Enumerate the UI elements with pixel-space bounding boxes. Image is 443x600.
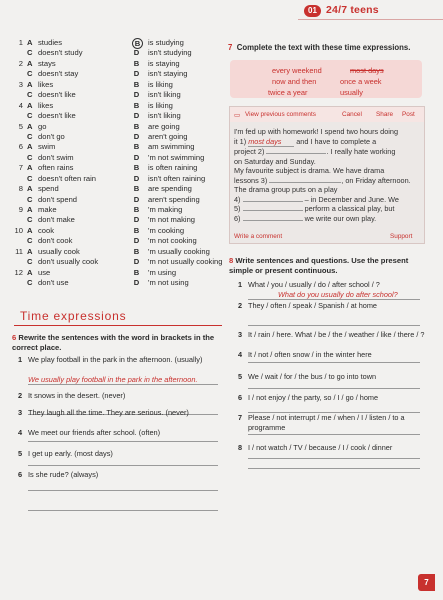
option-text: don't cook <box>38 236 73 246</box>
instruction-text: Write sentences and questions. Use the present simple or present continuous. <box>229 256 409 275</box>
option-text: isn't liking <box>148 111 181 121</box>
blank-label: 6) <box>234 213 241 223</box>
option-letter[interactable]: A <box>27 79 33 89</box>
exercise-number: 8 <box>229 256 234 265</box>
option-text: don't use <box>38 278 69 288</box>
option-letter[interactable]: C <box>27 236 33 246</box>
option-row <box>14 257 223 267</box>
item-number: 3 <box>18 79 23 89</box>
blank[interactable] <box>243 210 303 211</box>
option-letter[interactable]: B <box>133 79 140 89</box>
cancel-button[interactable]: Cancel <box>342 111 362 118</box>
item-text: They laugh all the time. They are serious. (never) <box>28 408 189 417</box>
instruction-text: Rewrite the sentences with the word in brackets in the correct place. <box>12 333 215 352</box>
post-line: The drama group puts on a play <box>234 185 338 194</box>
option-text: aren't going <box>148 131 188 141</box>
option-text: am swimming <box>148 142 195 152</box>
blank[interactable] <box>243 220 303 221</box>
option-letter[interactable]: B <box>133 121 140 131</box>
answer-line[interactable] <box>248 458 420 459</box>
instruction-text: Complete the text with these time expressions. <box>236 43 411 52</box>
option-letter[interactable]: D <box>133 48 140 58</box>
option-letter[interactable]: C <box>27 69 33 79</box>
option-letter[interactable]: A <box>27 58 33 68</box>
post-line <box>234 214 420 224</box>
option-letter[interactable]: D <box>133 194 140 204</box>
option-letter[interactable]: C <box>27 152 33 162</box>
item-number: 1 <box>18 355 23 364</box>
option-row <box>14 278 219 288</box>
option-text: don't spend <box>38 194 78 204</box>
option-letter[interactable]: C <box>27 131 33 141</box>
option-row <box>14 236 219 246</box>
item-number: 11 <box>15 246 23 256</box>
option-letter-selected[interactable]: B <box>132 38 143 49</box>
post-line <box>234 137 420 148</box>
view-comments-link[interactable]: View previous comments <box>245 111 316 118</box>
option-letter[interactable]: D <box>133 111 140 121</box>
post-line <box>234 195 420 205</box>
option-row <box>14 142 219 152</box>
section-heading: Time expressions <box>20 309 127 323</box>
option-text: 'm not using <box>148 278 189 288</box>
item-number: 2 <box>238 301 243 310</box>
option-row <box>14 205 219 215</box>
option-text: doesn't often rain <box>38 173 97 183</box>
exercise-number: 6 <box>12 333 17 342</box>
option-row <box>14 268 219 278</box>
option-row <box>14 247 219 257</box>
option-text: isn't often raining <box>148 173 206 183</box>
option-row <box>14 101 219 111</box>
unit-title: 24/7 teens <box>326 4 379 16</box>
option-text: usually cook <box>38 246 80 256</box>
option-text: 'm not cooking <box>148 236 197 246</box>
word-option: twice a year <box>268 88 308 97</box>
item-number: 8 <box>238 443 243 452</box>
post-line: on Saturday and Sunday. <box>234 156 316 166</box>
item-number: 4 <box>238 350 243 359</box>
option-letter[interactable]: A <box>27 100 33 110</box>
item-number: 6 <box>18 142 23 152</box>
item-text: We / wait / for / the bus / to go into town <box>248 372 377 381</box>
item-text: I get up early. (most days) <box>28 449 113 458</box>
word-option: now and then <box>272 77 317 86</box>
written-answer: What do you usually do after school? <box>278 290 398 299</box>
option-row <box>14 111 219 121</box>
option-row <box>14 122 219 132</box>
answer-line <box>248 299 420 300</box>
option-text: don't go <box>38 131 65 141</box>
answer-line <box>28 384 218 385</box>
post-text-run: . I really hate working <box>326 147 396 156</box>
option-text: is staying <box>148 58 180 68</box>
option-text: go <box>38 121 47 131</box>
post-text-run: we write our own play. <box>304 213 377 223</box>
option-text: stays <box>38 58 56 68</box>
option-letter[interactable]: A <box>27 246 33 256</box>
option-text: isn't staying <box>148 69 188 79</box>
answer-line[interactable] <box>248 388 420 389</box>
post-footer <box>230 231 424 243</box>
item-number: 5 <box>238 372 243 381</box>
option-row <box>14 163 219 173</box>
option-letter[interactable]: D <box>133 131 140 141</box>
option-letter[interactable]: D <box>133 215 140 225</box>
share-button[interactable]: Share <box>376 111 394 118</box>
option-text: isn't liking <box>148 90 181 100</box>
item-text: It / rain / here. What / be / the / weather / like / there / ? <box>248 330 425 339</box>
exercise-number: 7 <box>228 43 233 52</box>
item-number: 7 <box>18 163 23 173</box>
item-text: I / not enjoy / the party, so / I / go / home <box>248 393 379 402</box>
option-text: swim <box>38 142 56 152</box>
exercise-1-options <box>14 38 223 289</box>
option-letter[interactable]: B <box>133 246 140 256</box>
item-text: Is she rude? (always) <box>28 470 99 479</box>
answer-line[interactable] <box>28 465 218 466</box>
option-row <box>14 59 219 69</box>
word-option: once a week <box>340 77 382 86</box>
option-text: use <box>38 267 51 277</box>
written-answer: We usually play football in the park in the afternoon. <box>28 375 198 384</box>
post-line <box>234 176 420 186</box>
item-text: We play football in the park in the afternoon. (usually) <box>28 355 203 364</box>
blank-label: 5) <box>234 204 241 213</box>
option-letter[interactable]: D <box>133 173 140 183</box>
option-letter[interactable]: C <box>27 173 33 183</box>
post-text-run: perform a classical play, but <box>304 204 395 213</box>
option-text: don't make <box>38 215 75 225</box>
option-letter[interactable]: B <box>133 184 140 194</box>
comment-icon: ▭ <box>234 112 241 119</box>
option-letter[interactable]: C <box>27 215 33 225</box>
option-row <box>14 174 219 184</box>
item-text: We meet our friends after school. (often) <box>28 428 161 437</box>
option-row <box>14 195 219 205</box>
post-line: My favourite subject is drama. We have drama <box>234 166 385 175</box>
blank-label: 4) <box>234 194 241 204</box>
item-number: 9 <box>18 205 23 214</box>
option-text: likes <box>38 100 54 110</box>
option-text: 'm not making <box>148 215 196 225</box>
option-text: is studying <box>148 38 184 47</box>
option-row <box>14 38 219 48</box>
word-option: every weekend <box>272 66 322 75</box>
post-line: I'm fed up with homework! I spend two hours doing <box>234 127 399 136</box>
option-letter[interactable]: B <box>133 163 140 173</box>
option-text: don't swim <box>38 152 74 162</box>
item-number: 2 <box>18 58 23 68</box>
option-text: doesn't like <box>38 111 76 121</box>
unit-badge: 01 <box>304 5 321 17</box>
item-number: 1 <box>238 280 243 289</box>
option-text: doesn't stay <box>38 69 79 79</box>
page-number: 7 <box>418 574 435 591</box>
option-letter[interactable]: A <box>27 38 33 47</box>
option-letter[interactable]: B <box>133 100 140 110</box>
option-text: doesn't study <box>38 48 83 58</box>
option-letter[interactable]: C <box>27 90 33 100</box>
blank[interactable] <box>269 182 341 183</box>
option-letter[interactable]: C <box>27 111 33 121</box>
item-number: 3 <box>18 408 23 417</box>
option-text: likes <box>38 79 54 89</box>
option-text: cook <box>38 225 55 235</box>
option-text: are going <box>148 121 180 131</box>
option-row <box>14 226 219 236</box>
option-text: doesn't like <box>38 90 76 100</box>
answer-line[interactable] <box>248 362 420 363</box>
exercise-7-instructions <box>228 43 410 52</box>
answer-line[interactable] <box>28 441 218 442</box>
option-row <box>14 132 219 142</box>
option-text: aren't spending <box>148 194 200 204</box>
option-text: don't usually cook <box>38 257 99 267</box>
item-number: 5 <box>18 121 23 131</box>
option-row <box>14 215 219 225</box>
option-text: often rains <box>38 163 74 173</box>
item-number: 2 <box>18 391 23 400</box>
option-text: is liking <box>148 100 173 110</box>
section-underline <box>14 325 222 326</box>
answer-line[interactable] <box>248 325 420 326</box>
word-bank <box>230 60 422 98</box>
option-letter[interactable]: A <box>27 121 33 131</box>
option-row <box>14 80 219 90</box>
post-text-run: , on Friday afternoon. <box>341 175 411 185</box>
answer-line[interactable] <box>28 490 218 491</box>
item-number: 6 <box>238 393 243 402</box>
option-letter[interactable]: C <box>27 48 33 58</box>
item-number: 12 <box>14 267 23 277</box>
item-number: 4 <box>18 100 23 110</box>
option-letter[interactable]: D <box>133 257 140 267</box>
option-text: spend <box>38 184 59 194</box>
post-line <box>234 147 420 157</box>
option-letter[interactable]: C <box>27 194 33 204</box>
option-letter[interactable]: C <box>27 278 33 288</box>
answer-line[interactable] <box>248 434 420 435</box>
blank-label: project 2) <box>234 147 265 156</box>
post-line <box>234 204 420 214</box>
option-letter[interactable]: A <box>27 184 33 194</box>
option-letter[interactable]: D <box>133 236 140 246</box>
blank[interactable] <box>266 153 326 154</box>
option-text: 'm not swimming <box>148 152 205 162</box>
option-letter[interactable]: C <box>27 257 33 267</box>
item-number: 1 <box>18 38 23 47</box>
word-option-used: most days <box>350 66 384 75</box>
option-letter[interactable]: A <box>27 163 33 173</box>
option-letter[interactable]: D <box>133 90 140 100</box>
answer-line[interactable] <box>28 510 218 511</box>
item-text: They / often / speak / Spanish / at home <box>248 301 377 310</box>
item-number: 4 <box>18 428 23 437</box>
post-button[interactable]: Post <box>402 111 415 118</box>
post-text-run: and I have to complete a <box>296 136 377 146</box>
option-text: is often raining <box>148 163 198 173</box>
item-number: 3 <box>238 330 243 339</box>
option-row <box>14 90 219 100</box>
option-letter[interactable]: D <box>133 152 140 162</box>
write-comment-link[interactable]: Write a comment <box>234 233 283 240</box>
option-letter[interactable]: B <box>133 267 140 277</box>
item-number: 10 <box>14 225 23 235</box>
forum-post <box>229 106 425 244</box>
option-text: 'm usually cooking <box>148 246 210 256</box>
option-text: studies <box>38 38 63 47</box>
option-letter[interactable]: B <box>133 142 140 152</box>
option-letter[interactable]: A <box>27 267 33 277</box>
option-text: make <box>38 205 57 214</box>
item-number: 6 <box>18 470 23 479</box>
option-text: 'm making <box>148 205 183 214</box>
option-letter[interactable]: A <box>27 142 33 152</box>
answer-line[interactable] <box>248 468 420 469</box>
item-text: Please / not interrupt / me / when / I / listen / to a programme <box>248 413 405 432</box>
option-letter[interactable]: D <box>133 278 140 288</box>
filled-blank[interactable]: most days <box>248 137 294 148</box>
option-text: 'm cooking <box>148 225 185 235</box>
option-text: are spending <box>148 184 192 194</box>
blank[interactable] <box>243 201 303 202</box>
exercise-6-instructions <box>12 333 222 353</box>
word-option: usually <box>340 88 364 97</box>
item-number: 8 <box>18 184 23 194</box>
blank-label: lessons 3) <box>234 175 268 185</box>
item-text: It snows in the desert. (never) <box>28 391 126 400</box>
option-text: 'm using <box>148 267 177 277</box>
option-text: is liking <box>148 79 173 89</box>
post-text <box>234 127 420 223</box>
item-text: What / you / usually / do / after school / ? <box>248 280 380 289</box>
option-row <box>14 69 219 79</box>
support-link[interactable]: Support <box>390 233 413 240</box>
post-toolbar <box>230 107 424 122</box>
exercise-8-instructions <box>229 256 429 276</box>
option-letter[interactable]: D <box>133 69 140 79</box>
option-text: isn't studying <box>148 48 192 58</box>
post-text-run: – in December and June. We <box>304 194 399 204</box>
option-row <box>14 153 219 163</box>
option-letter[interactable]: B <box>133 205 140 214</box>
option-letter[interactable]: B <box>133 225 140 235</box>
item-text: It / not / often snow / in the winter here <box>248 350 372 359</box>
option-letter[interactable]: A <box>27 225 33 235</box>
item-number: 5 <box>18 449 23 458</box>
option-row <box>14 184 219 194</box>
item-number: 7 <box>238 413 243 422</box>
option-text: 'm not usually cooking <box>148 257 223 267</box>
option-letter[interactable]: B <box>133 58 140 68</box>
option-row <box>14 48 219 58</box>
header-divider <box>298 19 443 20</box>
blank-label: it 1) <box>234 136 247 146</box>
item-text: I / not watch / TV / because / I / cook / dinner <box>248 443 393 452</box>
option-letter[interactable]: A <box>27 205 33 214</box>
